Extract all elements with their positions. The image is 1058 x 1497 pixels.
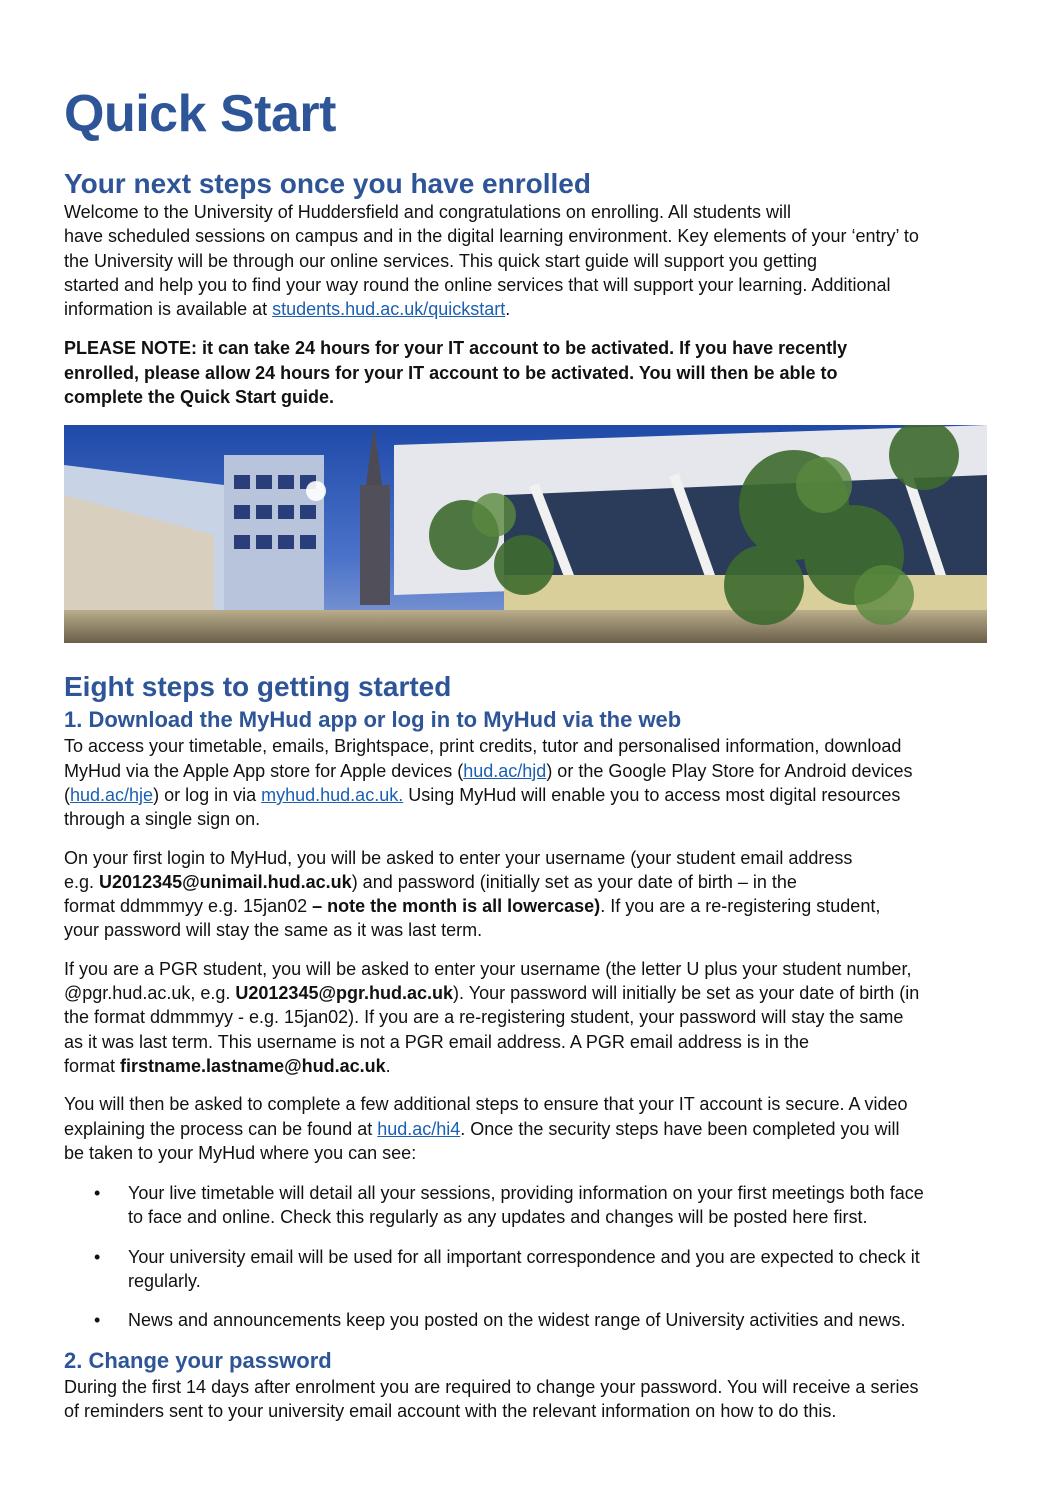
bullet-icon: •: [94, 1183, 101, 1204]
hje-link[interactable]: hud.ac/hje: [70, 784, 154, 805]
list-item: • Your live timetable will detail all your sessions, providing information on your first meetings both face to face and online. Check this regularly as any updates and changes will be posted here first.: [94, 1183, 924, 1228]
step1-paragraph-4: You will then be asked to complete a few additional steps to ensure that your IT account is secure. A video explaining the process can be found at hud.ac/hi4. Once the security steps have been completed you will be taken to your MyHud where you can see:: [64, 1094, 908, 1163]
hjd-link[interactable]: hud.ac/hjd: [463, 760, 547, 781]
step1-paragraph-1: To access your timetable, emails, Brightspace, print credits, tutor and personalised information, download MyHud via the Apple App store for Apple devices (hud.ac/hjd) or the Google Play Store for Android devices (hud.ac/hje) or log in via myhud.hud.ac.uk. Using MyHud will enable you to access most digital resources through a single sign on.: [64, 736, 913, 830]
step2-heading: 2. Change your password: [64, 1347, 332, 1373]
bullet-icon: •: [94, 1246, 101, 1267]
intro-heading: Your next steps once you have enrolled: [64, 168, 591, 199]
list-item: • News and announcements keep you posted on the widest range of University activities and news.: [64, 1308, 999, 1332]
myhud-features-list: [64, 1181, 999, 1332]
document-body: [64, 82, 999, 1423]
step2-paragraph: During the first 14 days after enrolment you are required to change your password. You will receive a series of reminders sent to your university email account with the relevant information on how to do this.: [64, 1376, 919, 1421]
step1-heading: 1. Download the MyHud app or log in to MyHud via the web: [64, 707, 682, 733]
campus-illustration: [64, 425, 987, 643]
hi4-link[interactable]: hud.ac/hi4: [377, 1118, 461, 1139]
list-item: • Your university email will be used for all important correspondence and you are expected to check it regularly.: [94, 1246, 920, 1292]
step1-paragraph-2: On your first login to MyHud, you will be asked to enter your username (your student email address e.g. U2012345@unimail.hud.ac.uk) and password (initially set as your date of birth – in the format ddmmmyy e.g. 15jan02 – note the month is all lowercase). If you are a re-registering student, your password will stay the same as it was last term.: [64, 847, 881, 941]
quickstart-link[interactable]: students.hud.ac.uk/quickstart: [272, 299, 506, 320]
page-title: Quick Start: [64, 85, 336, 143]
bullet-icon: •: [94, 1310, 101, 1331]
steps-heading: Eight steps to getting started: [64, 671, 452, 703]
intro-paragraph: Welcome to the University of Huddersfield and congratulations on enrolling. All students will have scheduled sessions on campus and in the digital learning environment. Key elements of your ‘entry’ to the University will be through our online services. This quick start guide will support you getting started and help you to find your way round the online services that will support your learning. Additional information is available at students.hud.ac.uk/quickstart.: [64, 202, 919, 320]
step1-paragraph-3: If you are a PGR student, you will be asked to enter your username (the letter U plus your student number, @pgr.hud.ac.uk, e.g. U2012345@pgr.hud.ac.uk). Your password will initially be set as your date of birth (in the format ddmmmyy - e.g. 15jan02). If you are a re-registering student, your password will stay the same as it was last term. This username is not a PGR email address. A PGR email address is in the format firstname.lastname@hud.ac.uk.: [64, 958, 920, 1076]
campus-banner-image: [64, 425, 987, 643]
please-note: PLEASE NOTE: it can take 24 hours for your IT account to be activated. If you have recently enrolled, please allow 24 hours for your IT account to be activated. You will then be able to complete the Quick Start guide.: [64, 338, 848, 408]
myhud-link[interactable]: myhud.hud.ac.uk.: [261, 784, 404, 805]
